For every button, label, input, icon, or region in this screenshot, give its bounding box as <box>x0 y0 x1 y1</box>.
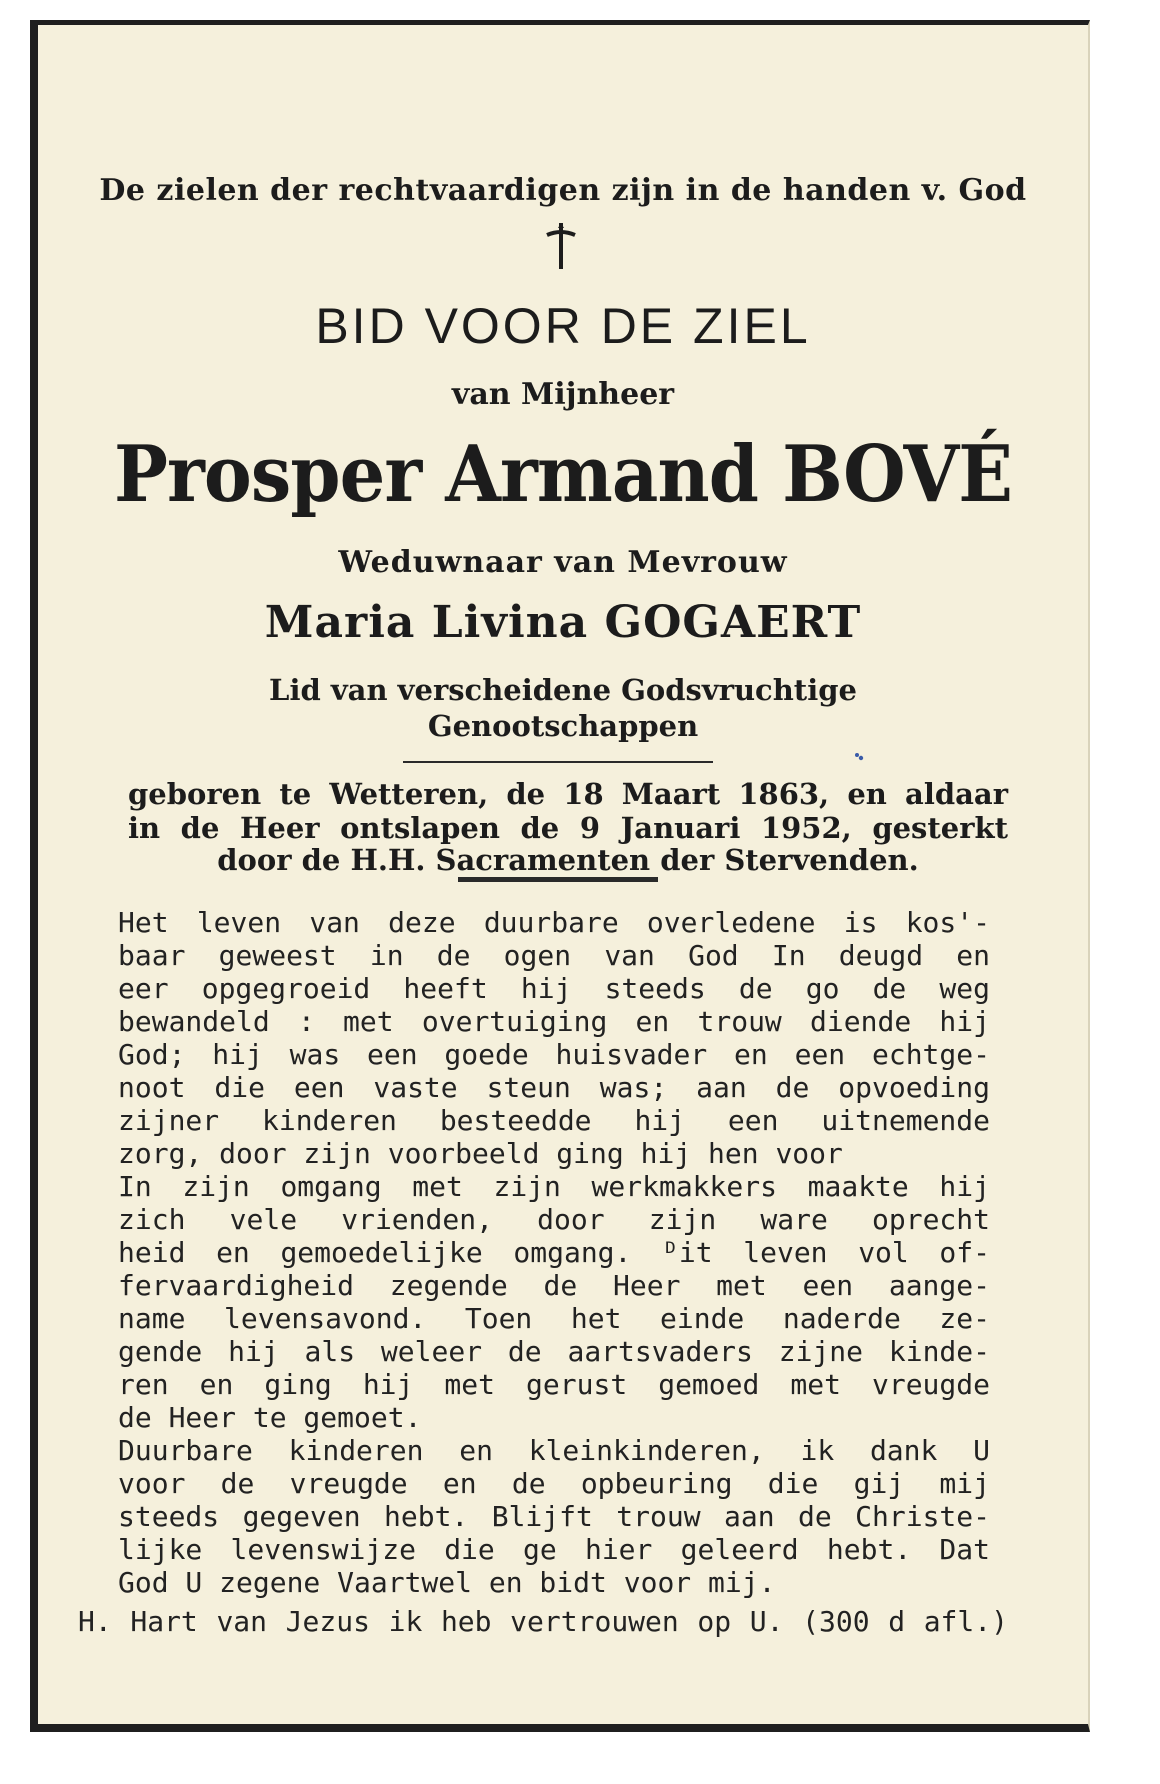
biography-line: bewandeld : met overtuiging en trouw diende hij <box>118 1005 990 1038</box>
widower-line: Weduwnaar van Mevrouw <box>338 545 788 580</box>
birth-line-2: in de Heer ontslapen de 9 Januari 1952, gesterkt <box>128 811 1008 845</box>
biography-line: name levensavond. Toen het einde naderde ze- <box>118 1302 990 1335</box>
birth-line-3: door de H.H. Sacramenten der Stervenden. <box>217 843 919 877</box>
spouse-name: Maria Livina GOGAERT <box>264 597 862 648</box>
biography-line: steeds gegeven hebt. Blijft trouw aan de Christe- <box>118 1500 990 1533</box>
biography-line: gende hij als weleer de aartsvaders zijne kinde- <box>118 1335 990 1368</box>
biography-line: baar geweest in de ogen van God In deugd en <box>118 939 990 972</box>
biography-line: God U zegene Vaartwel en bidt voor mij. <box>118 1566 776 1599</box>
biography-line: God; hij was een goede huisvader en een echtge- <box>118 1038 990 1071</box>
biography-line: de Heer te gemoet. <box>118 1401 422 1434</box>
ink-speck <box>854 751 864 763</box>
biography-line: noot die een vaste steun was; aan de opvoeding <box>118 1071 990 1104</box>
biography-line: fervaardigheid zegende de Heer met een aange- <box>118 1269 990 1302</box>
biography-line: voor de vreugde en de opbeuring die gij mij <box>118 1467 990 1500</box>
divider <box>403 761 713 763</box>
deceased-name: Prosper Armand BOVÉ <box>113 429 1013 520</box>
motto: De zielen der rechtvaardigen zijn in de handen v. God <box>99 173 1027 208</box>
biography-line: zorg, door zijn voorbeeld ging hij hen voor <box>118 1137 843 1170</box>
birth-line-1: geboren te Wetteren, de 18 Maart 1863, en aldaar <box>128 777 1008 811</box>
honorific: van Mijnheer <box>451 377 675 412</box>
biography-line: zijner kinderen besteedde hij een uitnemende <box>118 1104 990 1137</box>
thick-divider <box>458 877 658 882</box>
prayer-heading: BID VOOR DE ZIEL <box>315 298 811 354</box>
biography-line: heid en gemoedelijke omgang. ᴰit leven vol of- <box>118 1236 990 1269</box>
biography-line: lijke levenswijze die ge hier geleerd hebt. Dat <box>118 1533 990 1566</box>
biography-line: ren en ging hij met gerust gemoed met vreugde <box>118 1368 990 1401</box>
biography-line: Het leven van deze duurbare overledene is kos'- <box>118 906 990 939</box>
biography-line: In zijn omgang met zijn werkmakkers maakte hij <box>118 1170 990 1203</box>
biography-line: eer opgegroeid heeft hij steeds de go de weg <box>118 972 990 1005</box>
membership-line-2: Genootschappen <box>427 709 699 743</box>
biography-line: zich vele vrienden, door zijn ware oprecht <box>118 1203 990 1236</box>
cross-icon <box>543 221 579 271</box>
memorial-card <box>30 20 1090 1732</box>
biography-line: Duurbare kinderen en kleinkinderen, ik dank U <box>118 1434 990 1467</box>
closing-prayer: H. Hart van Jezus ik heb vertrouwen op U. (300 d afl.) <box>78 1605 1008 1638</box>
membership-line-1: Lid van verscheidene Godsvruchtige <box>269 673 857 707</box>
